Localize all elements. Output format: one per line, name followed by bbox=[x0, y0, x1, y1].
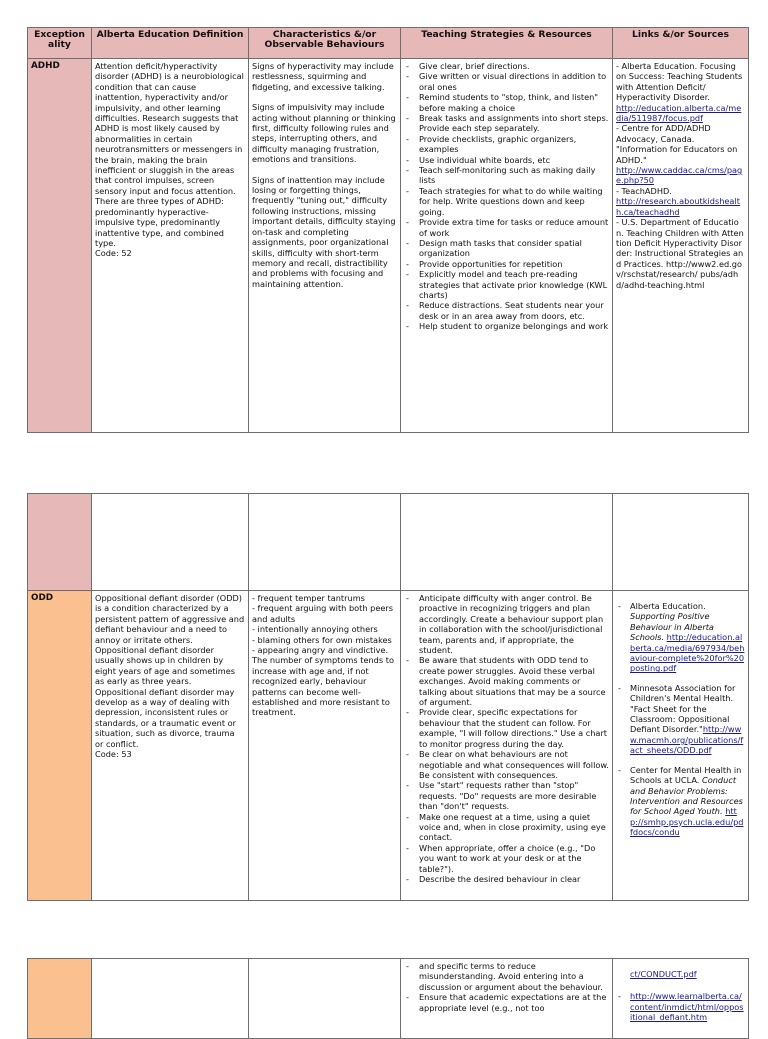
blank-cell bbox=[92, 494, 249, 591]
list-item: The number of symptoms tends to increase with age and, if not recognized early, behaviour patterns can become well-established and more resistant to treatment. bbox=[252, 655, 394, 718]
list-item: - blaming others for own mistakes bbox=[252, 634, 392, 645]
continued-label-cell bbox=[28, 959, 92, 1039]
list-item: - and specific terms to reduce misunderstanding. Avoid entering into a discussion or argument about the behaviour. bbox=[404, 961, 609, 992]
list-item: - Reduce distractions. Seat students near your desk or in an area away from doors, etc. bbox=[404, 300, 609, 321]
list-item: - intentionally annoying others bbox=[252, 624, 378, 635]
adhd-char-impulsivity: Signs of impulsivity may include acting without planning or thinking first, difficulty following rules and steps, interrupting others, and difficulty managing frustration, emotions and transitions. bbox=[252, 102, 396, 165]
adhd-char-hyperactivity: Signs of hyperactivity may include restlessness, squirming and fidgeting, and excessive talking. bbox=[252, 61, 394, 92]
adhd-char-inattention: Signs of inattention may include losing or forgetting things, frequently "tuning out," difficulty following instructions, missing important details, difficulty staying on-task and completing assignments, poor organizational skills, difficulty with short-term memory and recall, distractibility and problems with focusing and maintaining attention. bbox=[252, 174, 396, 289]
list-item: - frequent temper tantrums bbox=[252, 593, 365, 603]
continued-link-2[interactable]: http://www.learnalberta.ca/content/inmdict/html/oppositional_defiant.htm bbox=[630, 991, 744, 1023]
odd-row bbox=[28, 591, 749, 901]
list-item: - Use individual white boards, etc bbox=[404, 155, 609, 165]
odd-link-2[interactable]: http://www.macmh.org/publications/fact_sheets/ODD.pdf bbox=[630, 724, 744, 756]
continued-row bbox=[28, 959, 749, 1039]
blank-cell bbox=[249, 494, 401, 591]
list-item: - Describe the desired behaviour in clear bbox=[404, 874, 609, 884]
odd-strategies-list bbox=[404, 593, 609, 884]
list-item: - Anticipate difficulty with anger control. Be proactive in recognizing triggers and plan accordingly. Create a behaviour support plan in collaboration with the school/jurisdictional team, parents and, if appropriate, the student. bbox=[404, 593, 609, 655]
adhd-row bbox=[28, 59, 749, 433]
odd-links-cell bbox=[613, 591, 749, 901]
list-item: - Help student to organize belongings and work bbox=[404, 321, 609, 331]
odd-characteristics-cell bbox=[249, 591, 401, 901]
adhd-label: ADHD bbox=[28, 59, 92, 433]
list-item: - frequent arguing with both peers and adults bbox=[252, 603, 394, 624]
odd-link-1-pre: Alberta Education. bbox=[630, 601, 706, 611]
adhd-definition-cell bbox=[92, 59, 249, 433]
header-characteristics: Characteristics &/or Observable Behaviours bbox=[249, 28, 401, 59]
blank-cell bbox=[401, 494, 613, 591]
odd-strategies-cell bbox=[401, 591, 613, 901]
list-item: - Give written or visual directions in addition to oral ones bbox=[404, 71, 609, 92]
list-item: - Provide clear, specific expectations for behaviour that the student can follow. For example, "I will follow directions." Use a chart to monitor progress during the day. bbox=[404, 707, 609, 749]
odd-link-3-pre: Center for Mental Health in Schools at UCLA. bbox=[630, 764, 742, 786]
list-item: - Provide opportunities for repetition bbox=[404, 259, 609, 269]
blank-row bbox=[28, 494, 749, 591]
adhd-link-3[interactable]: http://research.aboutkidshealth.ca/teachadhd bbox=[616, 196, 740, 217]
blank-label-cell bbox=[28, 494, 92, 591]
continued-links-list bbox=[616, 969, 745, 1023]
adhd-link-1[interactable]: http://education.alberta.ca/media/511987/focus.pdf bbox=[616, 102, 742, 124]
continued-characteristics-cell bbox=[249, 959, 401, 1039]
list-item: - Teach self-monitoring such as making daily lists bbox=[404, 165, 609, 186]
adhd-link-1-text: - Alberta Education. Focusing on Success: Teaching Students with Attention Deficit/ Hyperactivity Disorder. bbox=[616, 61, 743, 103]
odd-definition: Oppositional defiant disorder (ODD) is a condition characterized by a persistent pattern of aggressive and defiant behaviour and a need to annoy or irritate others. Oppositional defiant disorder usually shows up in children by eight years of age and sometimes as early as three years. Oppositional defiant disorder may develop as a way of dealing with depression, inconsistent rules or standards, or a traumatic event or situation, such as divorce, trauma or conflict. bbox=[95, 593, 245, 749]
continued-strategies-cell bbox=[401, 959, 613, 1039]
adhd-table bbox=[27, 27, 749, 433]
adhd-link-2[interactable]: http://www.caddac.ca/cms/page.php?50 bbox=[616, 165, 743, 186]
adhd-link-2-text: - Centre for ADD/ADHD Advocacy, Canada. "Information for Educators on ADHD." bbox=[616, 123, 738, 165]
list-item: - Remind students to "stop, think, and listen" before making a choice bbox=[404, 92, 609, 113]
list-item: - Provide extra time for tasks or reduce amount of work bbox=[404, 217, 609, 238]
odd-definition-cell bbox=[92, 591, 249, 901]
list-item: - Design math tasks that consider spatial organization bbox=[404, 238, 609, 259]
odd-link-1-title: Supporting Positive Behaviour in Alberta Schools. bbox=[630, 611, 714, 643]
odd-table bbox=[27, 493, 749, 901]
odd-link-3-title: Conduct and Behavior Problems: Intervention and Resources for School Aged Youth. bbox=[630, 775, 743, 817]
odd-link-2-text: Minnesota Association for Children's Mental Health. "Fact Sheet for the Classroom: Oppositional Defiant Disorder." bbox=[630, 682, 736, 735]
list-item: - Give clear, brief directions. bbox=[404, 61, 609, 71]
adhd-definition: Attention deficit/hyperactivity disorder (ADHD) is a neurobiological condition that can cause inattention, hyperactivity and/or impulsivity, and other learning difficulties. Research suggests that ADHD is most likely caused by abnormalities in certain neurotransmitters or messengers in the brain, making the brain inefficient or sluggish in the areas that control impulses, screen sensory input and focus attention. There are three types of ADHD: predominantly hyperactive-impulsive type, predominantly inattentive type, and combined type. bbox=[95, 61, 244, 248]
list-item: - Provide checklists, graphic organizers, examples bbox=[404, 134, 609, 155]
odd-link-1[interactable]: http://education.alberta.ca/media/697934/behaviour-complete%20for%20posting.pdf bbox=[630, 632, 745, 674]
list-item: - Explicitly model and teach pre-reading strategies that activate prior knowledge (KWL charts) bbox=[404, 269, 609, 300]
adhd-links-cell bbox=[613, 59, 749, 433]
continued-table bbox=[27, 958, 749, 1039]
adhd-code: Code: 52 bbox=[95, 248, 132, 259]
list-item bbox=[616, 683, 745, 756]
list-item bbox=[616, 765, 745, 838]
odd-label: ODD bbox=[28, 591, 92, 901]
header-strategies: Teaching Strategies & Resources bbox=[401, 28, 613, 59]
header-definition: Alberta Education Definition bbox=[92, 28, 249, 59]
list-item: - Be aware that students with ODD tend to create power struggles. Avoid these verbal exchanges. Avoid making comments or talking about situations that may be a source of argument. bbox=[404, 655, 609, 707]
list-item: - When appropriate, offer a choice (e.g., "Do you want to work at your desk or at the table?"). bbox=[404, 843, 609, 874]
continued-link-1[interactable]: ct/CONDUCT.pdf bbox=[630, 969, 697, 979]
list-item: - Break tasks and assignments into short steps. Provide each step separately. bbox=[404, 113, 609, 134]
header-exceptionality: Exception ality bbox=[28, 28, 92, 59]
adhd-link-4-text: - U.S. Department of Education. Teaching Children with Attention Deficit Hyperactivity Disorder: Instructional Strategies and Practices. http://www2.ed.gov/rschstat/research/ pubs/adhd/adhd-teaching.html bbox=[616, 217, 744, 290]
list-item: - Teach strategies for what to do while waiting for help. Write questions down and keep going. bbox=[404, 186, 609, 217]
list-item: - Use "start" requests rather than "stop" requests. "Do" requests are more desirable than "don't" requests. bbox=[404, 780, 609, 811]
adhd-strategies-cell bbox=[401, 59, 613, 433]
list-item: - Be clear on what behaviours are not negotiable and what consequences will follow. Be consistent with consequences. bbox=[404, 749, 609, 780]
adhd-characteristics-cell bbox=[249, 59, 401, 433]
list-item bbox=[616, 991, 745, 1022]
adhd-strategies-list bbox=[404, 61, 609, 332]
continued-links-cell bbox=[613, 959, 749, 1039]
header-links: Links &/or Sources bbox=[613, 28, 749, 59]
list-item: - Make one request at a time, using a quiet voice and, when in close proximity, using eye contact. bbox=[404, 812, 609, 843]
odd-link-3[interactable]: http://smhp.psych.ucla.edu/pdfdocs/condu bbox=[630, 806, 744, 838]
adhd-link-3-text: - TeachADHD. bbox=[616, 185, 672, 196]
header-row bbox=[28, 28, 749, 59]
blank-cell bbox=[613, 494, 749, 591]
odd-links-list bbox=[616, 601, 745, 838]
list-item: - Ensure that academic expectations are at the appropriate level (e.g., not too bbox=[404, 992, 609, 1013]
continued-definition-cell bbox=[92, 959, 249, 1039]
list-item bbox=[616, 969, 745, 979]
list-item: - appearing angry and vindictive. bbox=[252, 645, 389, 656]
continued-strategies-list bbox=[404, 961, 609, 1013]
odd-code: Code: 53 bbox=[95, 749, 132, 760]
list-item bbox=[616, 601, 745, 674]
